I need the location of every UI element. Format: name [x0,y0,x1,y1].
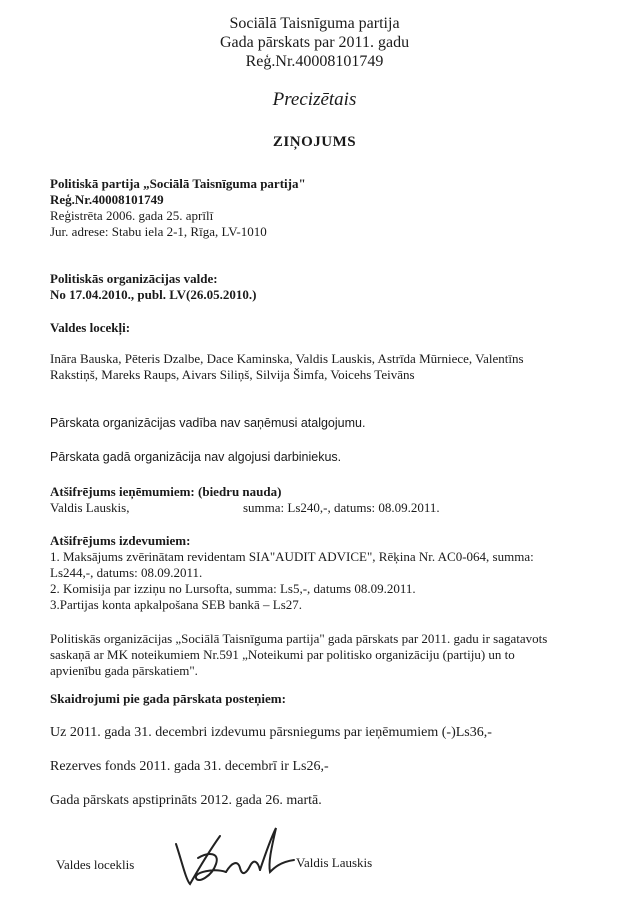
compliance-line-1: Politiskās organizācijas „Sociālā Taisnīguma partija" gada pārskats par 2011. gadu ir sagatavots [50,631,548,646]
header-report-year: Gada pārskats par 2011. gadu [219,34,410,51]
party-reg-line: Reģ.Nr.40008101749 [50,192,164,207]
document-title: ZIŅOJUMS [272,134,357,150]
document-label: Precizētais [272,89,357,110]
expense-item-3: 3.Partijas konta apkalpošana SEB bankā – Ls27. [50,597,303,612]
explanations-heading: Skaidrojumi pie gada pārskata posteņiem: [50,691,286,706]
expense-item-2: 2. Komisija par izziņu no Lursofta, summa: Ls5,-, datums 08.09.2011. [50,581,416,596]
header-reg-number: Reģ.Nr.40008101749 [245,53,384,70]
handwritten-signature [168,822,298,892]
compliance-line-2: saskaņā ar MK noteikumiem Nr.591 „Noteikumi par politisko organizāciju (partiju) un to [50,647,515,662]
members-list-line-1: Ināra Bauska, Pēteris Dzalbe, Dace Kaminska, Valdis Lauskis, Astrīda Mūrniece, Valentīns [50,351,524,366]
expense-item-1-line-2: Ls244,-, datums: 08.09.2011. [50,565,203,580]
party-name-line: Politiskā partija „Sociālā Taisnīguma partija" [50,176,306,191]
members-list-line-2: Rakstiņš, Mareks Raups, Aivars Siliņš, Silvija Šimfa, Voicehs Teivāns [50,367,415,382]
no-remuneration-statement: Pārskata organizācijas vadība nav saņēmusi atalgojumu. [50,416,366,430]
board-heading: Politiskās organizācijas valde: [50,271,218,286]
party-registered-date: Reģistrēta 2006. gada 25. aprīlī [50,208,214,223]
header-party-name: Sociālā Taisnīguma partija [229,15,400,32]
no-employees-statement: Pārskata gadā organizācija nav algojusi darbiniekus. [50,450,342,464]
income-member-name: Valdis Lauskis, [50,500,130,515]
signature-role: Valdes loceklis [56,857,135,872]
expense-item-1-line-1: 1. Maksājums zvērinātam revidentam SIA"AUDIT ADVICE", Rēķina Nr. AC0-064, summa: [50,549,534,564]
members-heading: Valdes locekļi: [50,320,131,335]
deficit-statement: Uz 2011. gada 31. decembri izdevumu pārsniegums par ieņēmumiem (-)Ls36,- [50,725,492,740]
compliance-line-3: apvienību gada pārskatiem". [50,663,198,678]
expenses-heading: Atšifrējums izdevumiem: [50,533,191,548]
reserve-fund-statement: Rezerves fonds 2011. gada 31. decembrī ir Ls26,- [50,759,329,774]
signature-name: Valdis Lauskis [296,855,373,870]
approval-statement: Gada pārskats apstiprināts 2012. gada 26. martā. [50,793,322,808]
party-address: Jur. adrese: Stabu iela 2-1, Rīga, LV-1010 [50,224,267,239]
income-amount: summa: Ls240,-, datums: 08.09.2011. [243,500,440,515]
income-heading: Atšifrējums ieņēmumiem: (biedru nauda) [50,484,282,499]
board-decision: No 17.04.2010., publ. LV(26.05.2010.) [50,287,257,302]
